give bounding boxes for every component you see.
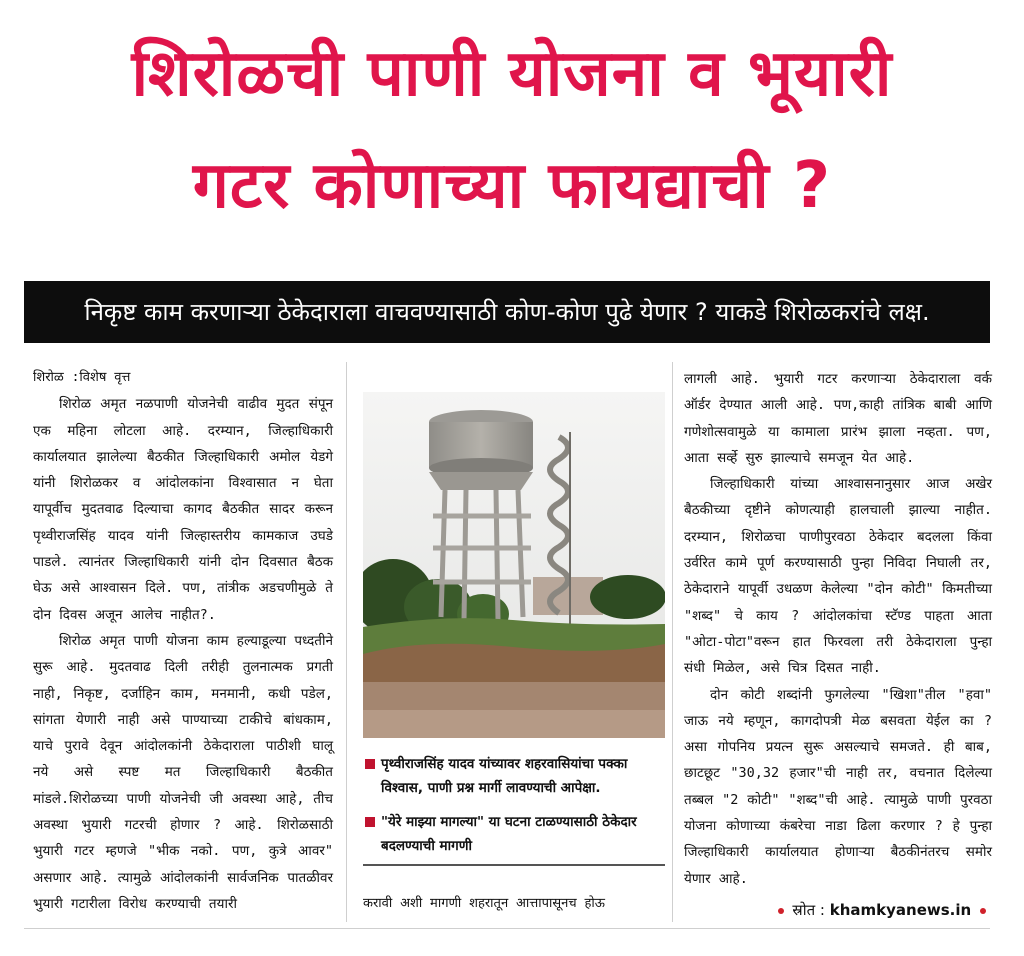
right-column <box>684 366 992 892</box>
pull-quote <box>363 752 665 800</box>
article-paragraph: लागली आहे. भुयारी गटर करणाऱ्या ठेकेदाराला वर्क ऑर्डर देण्यात आली आहे. पण,काही तांत्रिक बाबी आणि गणेशोत्सवामुळे या कामाला प्रारंभ झाला नव्हता. पण, आता सर्व्हे सुरु झाल्याचे समजून येत आहे. <box>684 371 992 466</box>
headline-line-1: शिरोळची पाणी योजना व भूयारी <box>131 37 893 111</box>
dot-icon <box>980 908 986 914</box>
column-divider <box>346 362 347 922</box>
pull-quote-rule <box>363 864 665 866</box>
headline <box>0 18 1024 242</box>
pull-quote-text: पृथ्वीराजसिंह यादव यांच्यावर शहरवासियांचा पक्का विश्वास, पाणी प्रश्न मार्गी लावण्याची आपेक्षा. <box>381 756 628 796</box>
pull-quote <box>363 810 665 858</box>
source-label: स्रोत : <box>792 901 825 919</box>
water-tank-photo <box>363 392 665 738</box>
article-paragraph: दोन कोटी शब्दांनी फुगलेल्या "खिशा"तील "हवा" जाऊ नये म्हणून, कागदोपत्री मेळ बसवता येईल का ? असा गोपनिय प्रयत्न सुरू असल्याचे समजते. ही बाब, छाटछूट "30,32 हजार"ची नाही तर, वचनात दिलेल्या तब्बल "2 कोटी" "शब्द"ची आहे. त्यामुळे पाणी पुरवठा योजना कोणाच्या कंबरेचा नाडा ढिला करणार ? हे पुन्हा जिल्हाधिकारी कार्यालयात होणाऱ्या बैठकीनंतरच समोर येणार आहे. <box>684 686 992 887</box>
source-credit <box>764 899 990 921</box>
article-paragraph: शिरोळ अमृत नळपाणी योजनेची वाढीव मुदत संपून एक महिना लोटला आहे. दरम्यान, जिल्हाधिकारी कार्यालयात झालेल्या बैठकीत जिल्हाधिकारी अमोल येडगे यांनी शिरोळकर व आंदोलकांना विश्वासात न घेता यापूर्वीच मुदतवाढ दिल्याचा कागद बैठकीत सादर करून पृथ्वीराजसिंह यादव यांनी जिल्हास्तरीय कामकाज उघडे पाडले. त्यानंतर जिल्हाधिकारी यांनी दोन दिवसात बैठक घेऊ असे आश्वासन दिले. पण, तांत्रीक अडचणीमुळे ते दोन दिवस अजून आलेच नाहीत?. <box>33 396 333 623</box>
bottom-rule <box>24 928 990 929</box>
bullet-square-icon <box>365 817 375 827</box>
subheadline-banner: निकृष्ट काम करणाऱ्या ठेकेदाराला वाचवण्यासाठी कोण-कोण पुढे येणार ? याकडे शिरोळकरांचे लक्ष. <box>24 281 990 343</box>
pull-quote-text: "येरे माझ्या मागल्या" या घटना टाळण्यासाठी ठेकेदार बदलण्याची मागणी <box>381 814 637 854</box>
left-column <box>33 365 333 917</box>
source-domain: khamkyanews.in <box>829 901 972 919</box>
column-divider <box>672 362 673 922</box>
dot-icon <box>778 908 784 914</box>
middle-continuation-text: करावी अशी मागणी शहरातून आत्तापासूनच होऊ <box>363 896 605 911</box>
article-paragraph: जिल्हाधिकारी यांच्या आश्वासनानुसार आज अखेर बैठकीच्या दृष्टीने कोणत्याही हालचाली झाल्या नाहीत. दरम्यान, शिरोळचा पाणीपुरवठा ठेकेदार बदलला किंवा उर्वरित कामे पूर्ण करण्यासाठी पुन्हा निविदा निघाली तर, ठेकेदाराने यापूर्वी उधळण केलेल्या "दोन कोटी" किमतीच्या "शब्द" चे काय ? आंदोलकांचा स्टॅण्ड पाहता आता "ओटा-पोटा"वरून हात फिरवला तरी ठेकेदाराला पुन्हा संधी मिळेल, असे चित्र दिसत नाही. <box>684 476 992 677</box>
article-paragraph: शिरोळ अमृत पाणी योजना काम हल्याडूल्या पध्दतीने सुरू आहे. मुदतवाढ दिली तरीही तुलनात्मक प्रगती नाही, निकृष्ट, दर्जाहिन काम, मनमानी, कधी पडेल, सांगता येणारी नाही असे पाण्याच्या टाकीचे बांधकाम, याचे पुरावे देवून आंदोलकांनी ठेकेदाराला पाठीशी घालू नये असे स्पष्ट मत जिल्हाधिकारी बैठकीत मांडले.शिरोळच्या पाणी योजनेची जी अवस्था आहे, तीच अवस्था भुयारी गटरची होणार ? आहे. शिरोळसाठी भुयारी गटर म्हणजे "भीक नको. पण, कुत्रे आवर" असणार आहे. त्यामुळे आंदोलकांनी सार्वजनिक पातळीवर भुयारी गटारीला विरोध करण्याची तयारी <box>33 632 333 912</box>
bullet-square-icon <box>365 759 375 769</box>
headline-line-2: गटर कोणाच्या फायद्याची ? <box>192 149 832 223</box>
pull-quote-box <box>363 752 665 866</box>
dateline: शिरोळ :विशेष वृत्त <box>33 370 131 385</box>
